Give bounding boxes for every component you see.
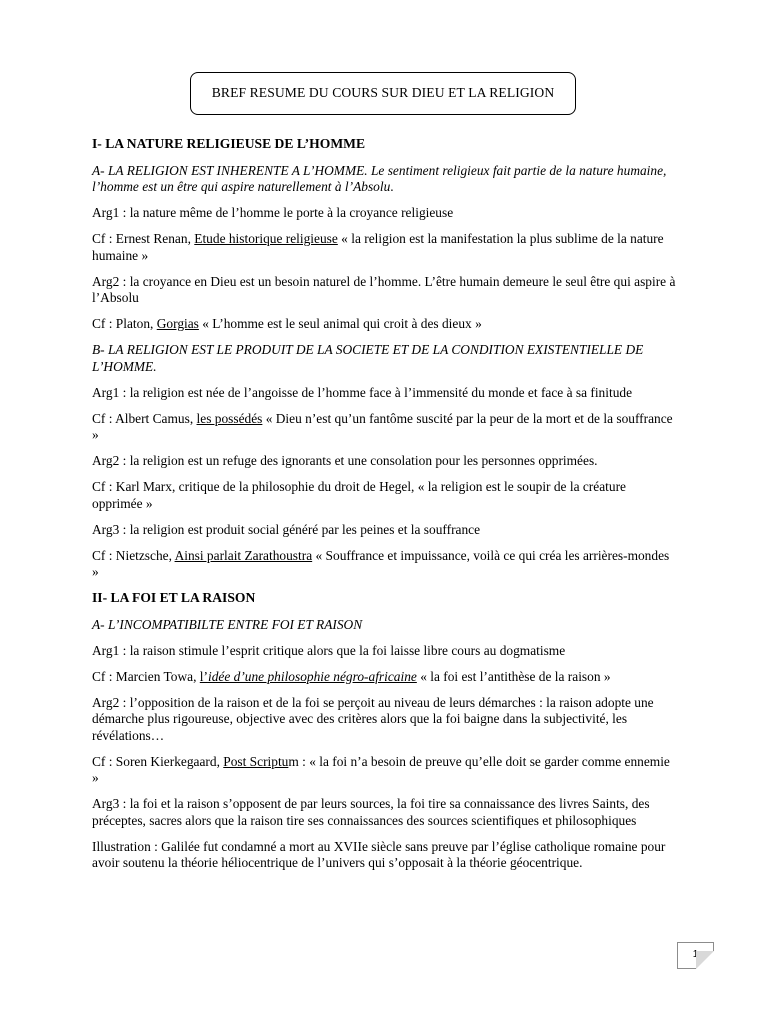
section-2-subheading-a: A- L’INCOMPATIBILTE ENTRE FOI ET RAISON [92, 616, 363, 632]
section-2-argument-2: Arg2 : l’opposition de la raison et de la foi se perçoit au niveau de leurs démarches : la raison adopte une démarche plus rigoureuse, objective avec des critères alors que la foi baigne dans la subjectivité, les révélations… [92, 694, 654, 743]
citation-towa [92, 669, 678, 686]
section-1-subheading-a [92, 163, 678, 196]
citation-work-title: Gorgias [156, 316, 199, 331]
citation-work-title: Post Scriptu [223, 753, 289, 769]
citation-work-title: Etude historique religieuse [194, 231, 338, 246]
citation-work-title-tail: m [288, 753, 299, 769]
document-title-box [190, 72, 576, 115]
citation-prefix: Cf : Nietzsche, [92, 547, 175, 563]
citation-prefix: Cf : Marcien Towa, [92, 668, 200, 684]
subheading-a-title: A- LA RELIGION EST INHERENTE A L’HOMME [92, 162, 365, 178]
b-argument-2: Arg2 : la religion est un refuge des ignorants et une consolation pour les personnes opprimées. [92, 453, 598, 468]
citation-quote: « la foi est l’antithèse de la raison » [416, 668, 611, 684]
page-number: 1 [692, 949, 699, 960]
b-argument-3: Arg3 : la religion est produit social généré par les peines et la souffrance [92, 521, 481, 537]
citation-prefix: Cf : Ernest Renan, [92, 231, 195, 246]
citation-nietzsche [92, 548, 678, 581]
section-2-heading: II- LA FOI ET LA RAISON [92, 590, 256, 605]
citation-prefix: Cf : Platon, [92, 316, 157, 331]
citation-camus [92, 411, 678, 444]
argument-2: Arg2 : la croyance en Dieu est un besoin naturel de l’homme. L’être humain demeure le seul être qui aspire à l’Absolu [92, 273, 676, 305]
b-argument-1: Arg1 : la religion est née de l’angoisse de l’homme face à l’immensité du monde et face à sa finitude [92, 384, 633, 400]
citation-renan [92, 231, 678, 264]
argument-1: Arg1 : la nature même de l’homme le porte à la croyance religieuse [92, 205, 454, 220]
citation-quote: « Dieu n’est qu’un fantôme suscité par la peur de la mort et de la souffrance » [92, 410, 673, 442]
page-number-box [677, 942, 714, 969]
citation-work-title: Ainsi parlait Zarathoustra [174, 547, 313, 563]
citation-prefix: Cf : Albert Camus, [92, 410, 197, 426]
section-2-argument-1: Arg1 : la raison stimule l’esprit critique alors que la foi laisse libre cours au dogmatisme [92, 642, 566, 658]
page-curl-icon [696, 951, 714, 969]
document-title: BREF RESUME DU COURS SUR DIEU ET LA RELIGION [211, 85, 555, 101]
citation-quote: « la religion est la manifestation la plus sublime de la nature humaine » [92, 231, 664, 263]
citation-work-title: idée d’une philosophie négro-africaine [207, 668, 417, 684]
citation-prefix: Cf : Soren Kierkegaard, [92, 753, 224, 769]
citation-work-title-start: l’ [199, 668, 208, 684]
citation-quote: « L’homme est le seul animal qui croit à des dieux » [198, 316, 482, 331]
citation-work-title: les possédés [196, 410, 263, 426]
illustration-galilee: Illustration : Galilée fut condamné a mort au XVIIe siècle sans preuve par l’église catholique romaine pour avoir soutenu la théorie héliocentrique de l’univers qui s’opposait à la théorie géocentrique. [92, 838, 666, 870]
section-1-heading: I- LA NATURE RELIGIEUSE DE L’HOMME [92, 136, 366, 151]
subheading-a-end: . [390, 179, 394, 194]
section-1-subheading-b [92, 342, 678, 375]
citation-marx: Cf : Karl Marx, critique de la philosophie du droit de Hegel, « la religion est le soupir de la créature opprimée » [92, 479, 626, 511]
citation-quote: : « la foi n’a besoin de preuve qu’elle doit se garder comme ennemie » [92, 753, 670, 785]
citation-quote: « Souffrance et impuissance, voilà ce qui créa les arrières-mondes » [92, 547, 670, 579]
section-2-argument-3: Arg3 : la foi et la raison s’opposent de par leurs sources, la foi tire sa connaissance des livres Saints, des préceptes, sacres alors que la raison tire ses connaissances des sources scientifiques et philosophiques [92, 796, 650, 828]
citation-platon [92, 316, 678, 333]
subheading-b-title: B- LA RELIGION EST LE PRODUIT DE LA SOCIETE ET DE LA CONDITION EXISTENTIELLE DE L’HOMME [92, 342, 644, 374]
subheading-b-end: . [153, 358, 157, 374]
subheading-a-text: . Le sentiment religieux fait partie de la nature humaine, l’homme est un être qui aspire naturellement à l’Absolu [92, 162, 667, 194]
citation-kierkegaard [92, 754, 678, 787]
document-body [92, 136, 678, 881]
